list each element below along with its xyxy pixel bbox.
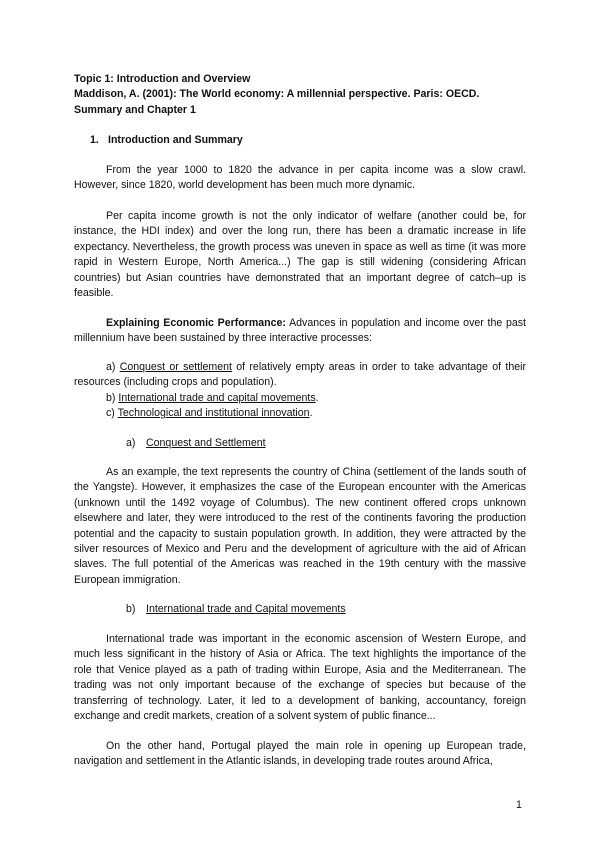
list-item-c-link: Technological and institutional innovation	[117, 407, 310, 419]
list-item-b-suffix: .	[315, 392, 319, 404]
paragraph-trade: International trade was important in the economic ascension of Western Europe, and much less significant in the history of Asia or Africa. The text highlights the importance of the role that Venice played as a path of trading within Europe, Asia and the Mediterranean. The trading was not only important because of the exchange of species but because of the transferring of technology. Later, it led to a development of banking, accountancy, foreign exchange and credit markets, creation of a solvent system of public finance...	[74, 633, 526, 723]
paragraph-explaining	[74, 316, 526, 347]
subsection-a-heading	[126, 436, 266, 451]
page-number: 1	[516, 799, 522, 811]
section-title: Introduction and Summary	[108, 134, 243, 146]
section-number: 1.	[90, 134, 99, 146]
subsection-a-title: Conquest and Settlement	[146, 437, 266, 449]
list-item-b-link: International trade and capital movements	[118, 392, 316, 404]
citation-subtitle: Summary and Chapter 1	[74, 103, 196, 116]
list-item-c-suffix: .	[309, 407, 313, 419]
section-heading	[90, 133, 243, 148]
paragraph-conquest: As an example, the text represents the country of China (settlement of the lands south of the Yangste). However, it emphasizes the case of the European encounter with the Americas (unknown until the 1492 voyage of Columbus). The new continent offered crops unknown elsewhere and later, they were introduced to the rest of the continents favoring the production potential and the capacity to sustain population growth. In addition, they were attracted by the silver resources of Mexico and Peru and the development of agriculture with the aid of African slaves. The full potential of the Americas was reached in the 19th century with the massive European immigration.	[74, 466, 526, 586]
subsection-b-heading	[126, 602, 346, 617]
list-item-c	[106, 406, 313, 421]
list-item-b-prefix: b)	[106, 392, 119, 404]
citation-line: Maddison, A. (2001): The World economy: A millennial perspective. Paris: OECD.	[74, 88, 480, 101]
list-item-b	[106, 391, 319, 406]
subsection-a-label: a)	[126, 437, 136, 449]
list-item-c-prefix: c)	[106, 407, 118, 419]
paragraph-welfare: Per capita income growth is not the only indicator of welfare (another could be, for instance, the HDI index) and over the long run, there has been a dramatic increase in life expectancy. Nevertheless, the growth process was uneven in space as well as time (it was more rapid in Western Europe, North America...) The gap is still widening (considering African countries) but Asian countries have demonstrated that an important degree of catch–up is feasible.	[74, 210, 526, 300]
list-item-a-prefix: a)	[106, 361, 120, 373]
document-header	[74, 72, 534, 118]
topic-title: Topic 1: Introduction and Overview	[74, 73, 251, 85]
list-item-a-link: Conquest or settlement	[119, 361, 232, 373]
list-item-a	[74, 360, 526, 391]
paragraph-explaining-text: Advances in population and income over the past millennium have been sustained by three interactive processes:	[74, 317, 526, 345]
paragraph-intro: From the year 1000 to 1820 the advance in per capita income was a slow crawl. However, since 1820, world development has been much more dynamic.	[74, 164, 526, 192]
subsection-b-title: International trade and Capital movements	[146, 603, 346, 615]
subsection-b-label: b)	[126, 603, 136, 615]
paragraph-explaining-bold: Explaining Economic Performance:	[106, 317, 286, 329]
list-item-a-rest: of relatively empty areas in order to take advantage of their resources (including crops and population).	[74, 361, 526, 389]
paragraph-portugal: On the other hand, Portugal played the main role in opening up European trade, navigation and settlement in the Atlantic islands, in developing trade routes around Africa,	[74, 740, 526, 768]
